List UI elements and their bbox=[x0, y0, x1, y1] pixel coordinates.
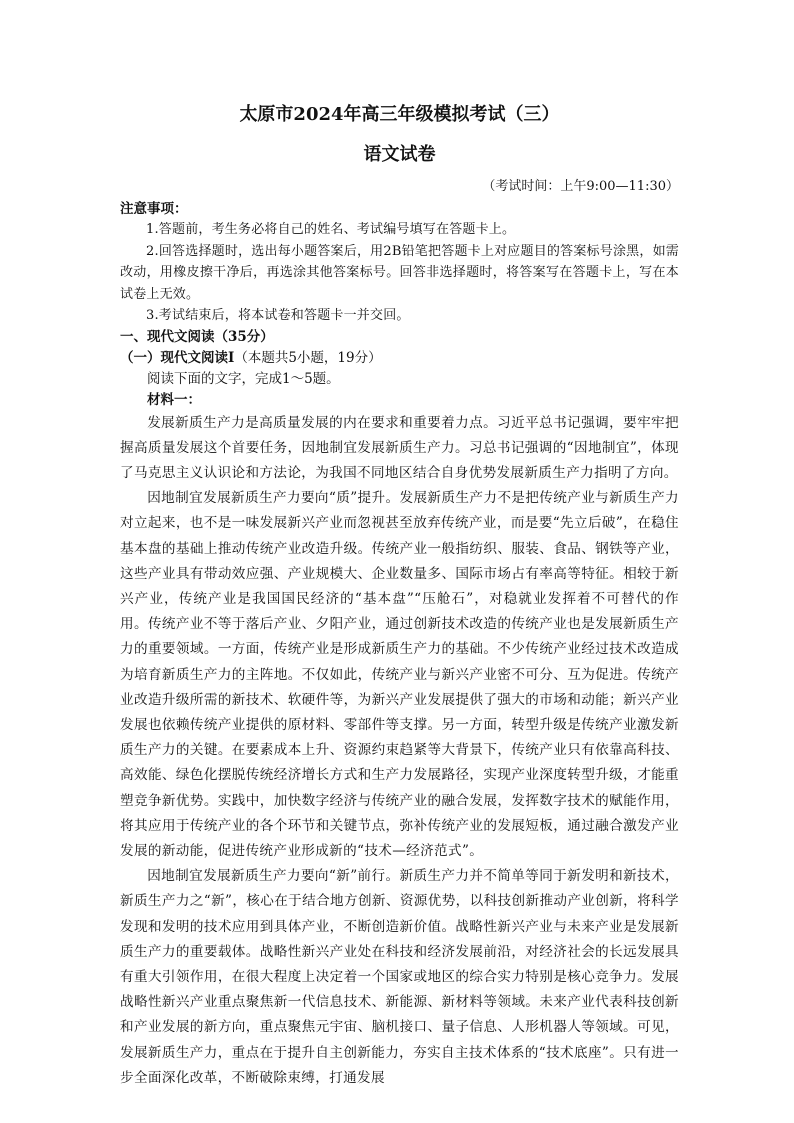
body-paragraph: 发展新质生产力是高质量发展的内在要求和重要着力点。习近平总书记强调，要牢牢把握高质量发展这个首要任务，因地制宜发展新质生产力。习总书记强调的“因地制宜”，体现了马克思主义认识论和方法论，为我国不同地区结合自身优势发展新质生产力指明了方向。 bbox=[120, 414, 679, 481]
note-item: 2.回答选择题时，选出每小题答案后，用2B铅笔把答题卡上对应题目的答案标号涂黑，如需改动，用橡皮擦干净后，再选涂其他答案标号。回答非选择题时，将答案写在答题卡上，写在本试卷上无效。 bbox=[120, 243, 679, 302]
exam-title: 太原市2024年高三年级模拟考试（三） bbox=[239, 104, 560, 125]
section-reading bbox=[120, 327, 679, 1091]
exam-time: （考试时间：上午9:00—11:30） bbox=[482, 179, 679, 194]
subsection-title: （一）现代文阅读Ⅰ bbox=[120, 349, 235, 366]
note-item: 3.考试结束后，将本试卷和答题卡一并交回。 bbox=[146, 308, 410, 323]
section-heading: 一、现代文阅读（35分） bbox=[120, 328, 274, 345]
reading-instruction: 阅读下面的文字，完成1～5题。 bbox=[147, 370, 340, 387]
notes-block bbox=[120, 199, 679, 327]
notes-heading: 注意事项： bbox=[120, 201, 188, 217]
material-label: 材料一： bbox=[147, 391, 201, 408]
body-paragraph: 因地制宜发展新质生产力要向“新”前行。新质生产力并不简单等同于新发明和新技术，新质生产力之“新”，核心在于结合地方创新、资源优势，以科技创新推动产业创新，将科学发现和发明的技术应用到具体产业，不断创造新价值。战略性新兴产业与未来产业是发展新质生产力的重要载体。战略性新兴产业处在科技和经济发展前沿，对经济社会的长远发展具有重大引领作用，在很大程度上决定着一个国家或地区的综合实力特别是核心竞争力。发展战略性新兴产业重点聚焦新一代信息技术、新能源、新材料等领域。未来产业代表科技创新和产业发展的新方向，重点聚焦元宇宙、脑机接口、量子信息、人形机器人等领域。可见，发展新质生产力，重点在于提升自主创新能力，夯实自主技术体系的“技术底座”。只有进一步全面深化改革，不断破除束缚，打通发展 bbox=[120, 868, 679, 1086]
note-item: 1.答题前，考生务必将自己的姓名、考试编号填写在答题卡上。 bbox=[146, 222, 516, 237]
subsection-heading bbox=[120, 348, 679, 369]
subsection-score: （本题共5小题，19分） bbox=[234, 349, 382, 366]
exam-subject: 语文试卷 bbox=[363, 144, 436, 165]
body-paragraph: 因地制宜发展新质生产力要向“质”提升。发展新质生产力不是把传统产业与新质生产力对立起来，也不是一味发展新兴产业而忽视甚至放弃传统产业，而是要“先立后破”，在稳住基本盘的基础上推动传统产业改造升级。传统产业一般指纺织、服装、食品、钢铁等产业，这些产业具有带动效应强、产业规模大、企业数量多、国际市场占有率高等特征。相较于新兴产业，传统产业是我国国民经济的“基本盘”“压舱石”，对稳就业发挥着不可替代的作用。传统产业不等于落后产业、夕阳产业，通过创新技术改造的传统产业也是发展新质生产力的重要领域。一方面，传统产业是形成新质生产力的基础。不少传统产业经过技术改造成为培育新质生产力的主阵地。不仅如此，传统产业与新兴产业密不可分、互为促进。传统产业改造升级所需的新技术、软硬件等，为新兴产业发展提供了强大的市场和动能；新兴产业发展也依赖传统产业提供的原材料、零部件等支撑。另一方面，转型升级是传统产业激发新质生产力的关键。在要素成本上升、资源约束趋紧等大背景下，传统产业只有依靠高科技、高效能、绿色化摆脱传统经济增长方式和生产力发展路径，实现产业深度转型升级，才能重塑竞争新优势。实践中，加快数字经济与传统产业的融合发展，发挥数字技术的赋能作用，将其应用于传统产业的各个环节和关键节点，弥补传统产业的发展短板，通过融合激发产业发展的新动能，促进传统产业形成新的“技术—经济范式”。 bbox=[120, 490, 679, 859]
